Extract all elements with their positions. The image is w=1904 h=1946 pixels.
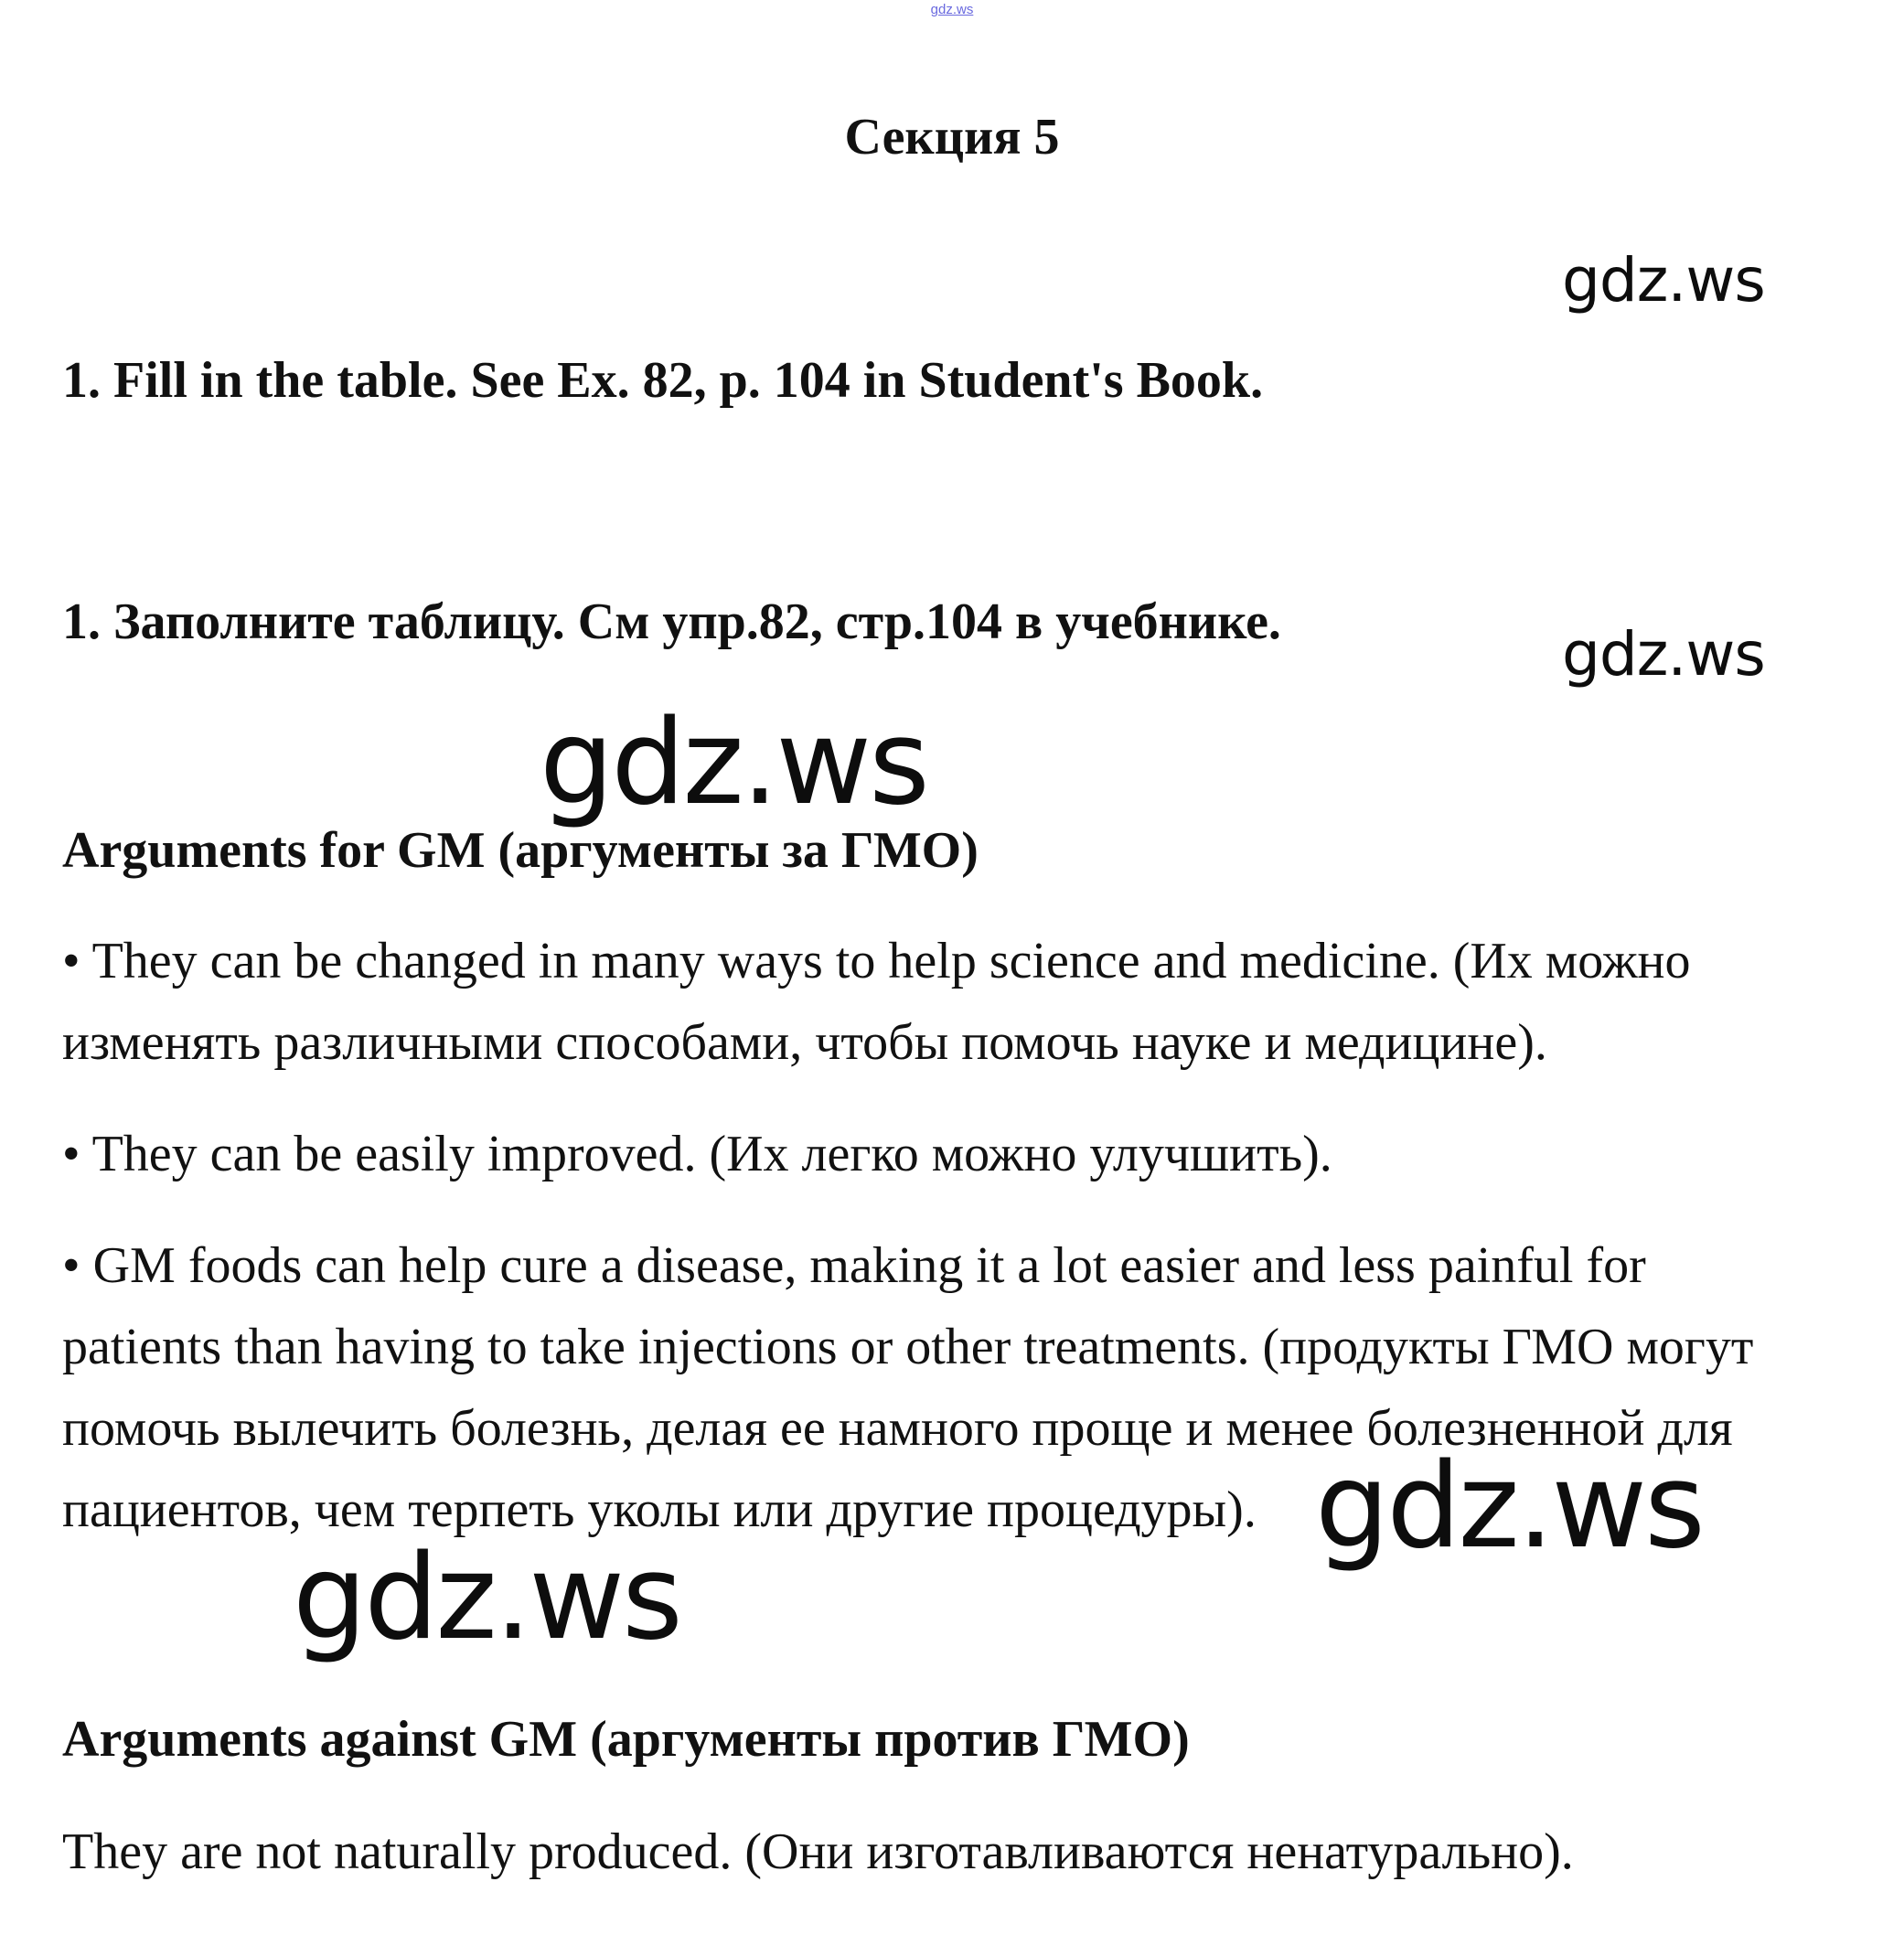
watermark-1: gdz.ws xyxy=(1562,245,1765,315)
watermark-2: gdz.ws xyxy=(1562,619,1765,690)
against-item-1-line-1: They are not naturally produced. (Они изготавливаются ненатурально). xyxy=(62,1823,1574,1880)
watermark-5: gdz.ws xyxy=(293,1530,680,1666)
for-item-3-line-2: patients than having to take injections or other treatments. (продукты ГМО могут xyxy=(62,1319,1754,1375)
against-heading: Arguments against GM (аргументы против ГМО) xyxy=(62,1711,1190,1768)
for-item-1-line-2: изменять различными способами, чтобы помочь науке и медицине). xyxy=(62,1014,1547,1071)
site-mark-link[interactable]: gdz.ws xyxy=(930,2,974,17)
section-title: Секция 5 xyxy=(844,109,1060,166)
watermark-3: gdz.ws xyxy=(540,695,927,831)
for-item-3-line-1: • GM foods can help cure a disease, making it a lot easier and less painful for xyxy=(62,1237,1646,1294)
for-item-3-line-3: помочь вылечить болезнь, делая ее намного проще и менее болезненной для xyxy=(62,1400,1733,1457)
for-item-3-line-4: пациентов, чем терпеть уколы или другие процедуры). xyxy=(62,1481,1257,1538)
watermark-4: gdz.ws xyxy=(1315,1438,1703,1575)
for-heading: Arguments for GM (аргументы за ГМО) xyxy=(62,822,979,879)
task-english: 1. Fill in the table. See Ex. 82, p. 104 in Student's Book. xyxy=(62,352,1264,409)
for-item-2-line-1: • They can be easily improved. (Их легко можно улучшить). xyxy=(62,1126,1332,1182)
task-russian: 1. Заполните таблицу. См упр.82, стр.104 в учебнике. xyxy=(62,593,1281,650)
for-item-1-line-1: • They can be changed in many ways to help science and medicine. (Их можно xyxy=(62,933,1691,989)
